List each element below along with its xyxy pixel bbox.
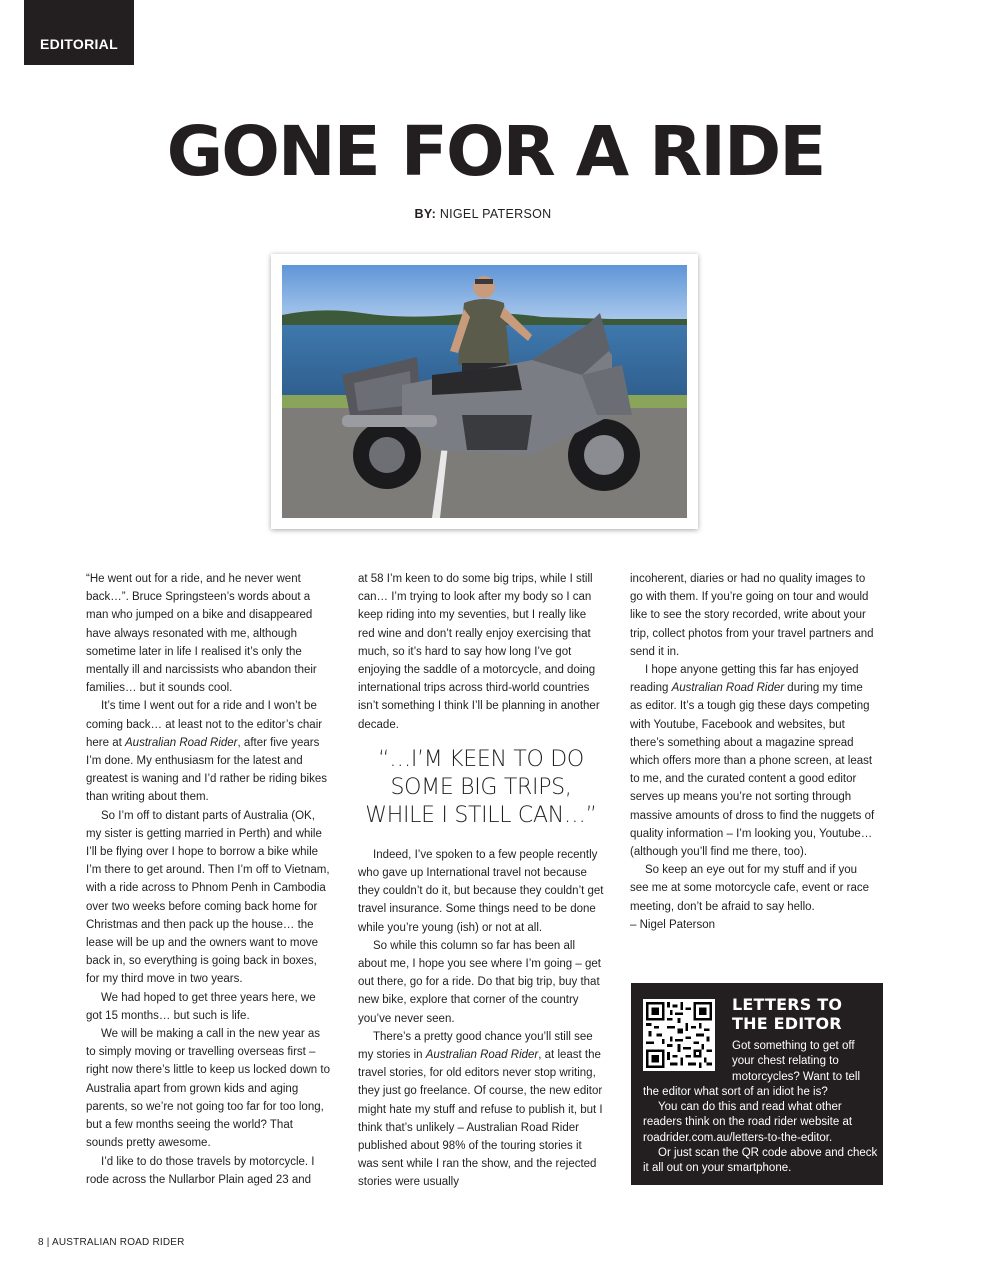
section-label: EDITORIAL (40, 35, 118, 52)
letters-body (643, 1039, 879, 1177)
section-tag (24, 0, 134, 65)
paragraph: incoherent, diaries or had no quality images to go with them. If you’re going on tour and would like to see the story recorded, write about your trip, collect photos from your travel partners and send it in. (630, 573, 874, 658)
byline (0, 207, 966, 221)
article-photo (271, 254, 698, 529)
paragraph: I’d like to do those travels by motorcycle. I rode across the Nullarbor Plain aged 23 and (86, 1155, 315, 1186)
page-title: GONE FOR A RIDE (166, 112, 825, 192)
article-column-2 (358, 570, 604, 1192)
paragraph: at 58 I’m keen to do some big trips, while I still can… I’m trying to look after my body so I can keep riding into my seventies, but I really like red wine and don’t really enjoy exercising that much, so it’s hard to say how long I’ve got enjoying the saddle of a motorcycle, and doing international trips across third-world countries isn’t something I think I’ll be planning in another decade. (358, 573, 600, 731)
pull-quote: “…I’M KEEN TO DO SOME BIG TRIPS, WHILE I STILL CAN…” (365, 746, 597, 828)
article-column-1 (86, 570, 332, 1189)
byline-label: BY: (414, 207, 437, 221)
letters-website-text: You can do this and read what other readers think on the road rider website at roadrider.com.au/letters-to-the-editor. (643, 1101, 853, 1144)
paragraph: Indeed, I’ve spoken to a few people recently who gave up International travel not because they couldn’t do it, but because they couldn’t get travel insurance. Some things need to be done while you’re young (ish) or not at all. (358, 848, 604, 934)
signoff: – Nigel Paterson (630, 918, 716, 931)
motorcycle-photo (282, 265, 687, 518)
paragraph: I hope anyone getting this far has enjoyed reading Australian Road Rider during my time as editor. It’s a tough gig these days competing with Youtube, Facebook and websites, but there’s something about a magazine spread which offers more than a phone screen, at least to me, and the curated content a good editor serves up means you’re not sorting through massive amounts of dross to find the nuggets of quality information – I’m looking you, Youtube… (although you’ll find me there, too). (630, 664, 875, 859)
paragraph: “He went out for a ride, and he never went back…”. Bruce Springsteen’s words about a man who jumped on a bike and disappeared have always resonated with me, although sometime later in life I realised it’s only the mentally ill and narcissists who abandon their families… but it sounds cool. (86, 573, 317, 695)
letters-title: LETTERS TO THE EDITOR (732, 995, 843, 1033)
letters-qr-text: Or just scan the QR code above and check it all out on your smartphone. (643, 1147, 878, 1175)
paragraph: It’s time I went out for a ride and I won’t be coming back… at least not to the editor’s chair here at Australian Road Rider, after five years I’m done. My enthusiasm for the latest and greatest is waning and I’d rather be riding bikes than writing about them. (86, 700, 328, 804)
page-footer (38, 1237, 185, 1248)
letters-intro-rest: the editor what sort of an idiot he is? (643, 1085, 828, 1098)
publication-title: AUSTRALIAN ROAD RIDER (52, 1237, 185, 1248)
publication-name: Australian Road Rider (425, 1049, 539, 1062)
paragraph: We had hoped to get three years here, we got 15 months… but such is life. (86, 991, 316, 1022)
letters-to-editor-box (631, 983, 883, 1185)
letters-intro: Got something to get off your chest relating to motorcycles? Want to tell (732, 1040, 861, 1083)
paragraph: We will be making a call in the new year as to simply moving or travelling overseas first – right now there’s little to keep us locked down to Australia apart from grown kids and aging parents, so we’re not going too far for too long, but a few months seeing the world? That sounds pretty awesome. (86, 1028, 330, 1150)
paragraph: So keep an eye out for my stuff and if you see me at some motorcycle cafe, event or race meeting, don’t be afraid to say hello. (630, 864, 870, 913)
article-column-3 (630, 570, 876, 934)
paragraph: So I’m off to distant parts of Australia (OK, my sister is getting married in Perth) and while I’ll be flying over I hope to borrow a bike while I’m there to get around. Then I’m off to Vietnam, with a ride across to Phnom Penh in Cambodia over two weeks before coming back home for Christmas and then pack up the house… the lease will be up and the owners want to move back in, so everything is going back in boxes, for my third move in two years. (86, 809, 330, 986)
publication-name: Australian Road Rider (671, 682, 785, 695)
byline-author: NIGEL PATERSON (439, 207, 552, 221)
publication-name: Australian Road Rider (125, 736, 238, 749)
folio-separator: | (46, 1237, 50, 1248)
page-number: 8 (38, 1237, 44, 1248)
paragraph: So while this column so far has been all about me, I hope you see where I’m going – get out there, go for a ride. Do that big trip, buy that new bike, explore that corner of the country you’ve never seen. (358, 939, 601, 1025)
paragraph: There’s a pretty good chance you’ll still see my stories in Australian Road Rider, at least the travel stories, for old editors never stop writing, they just go freelance. Of course, the new editor might hate my stuff and refuse to publish it, but I think that’s unlikely – Australian Road Rider published about 98% of the touring stories it was sent while I ran the show, and the rejected stories were usually (358, 1030, 603, 1189)
